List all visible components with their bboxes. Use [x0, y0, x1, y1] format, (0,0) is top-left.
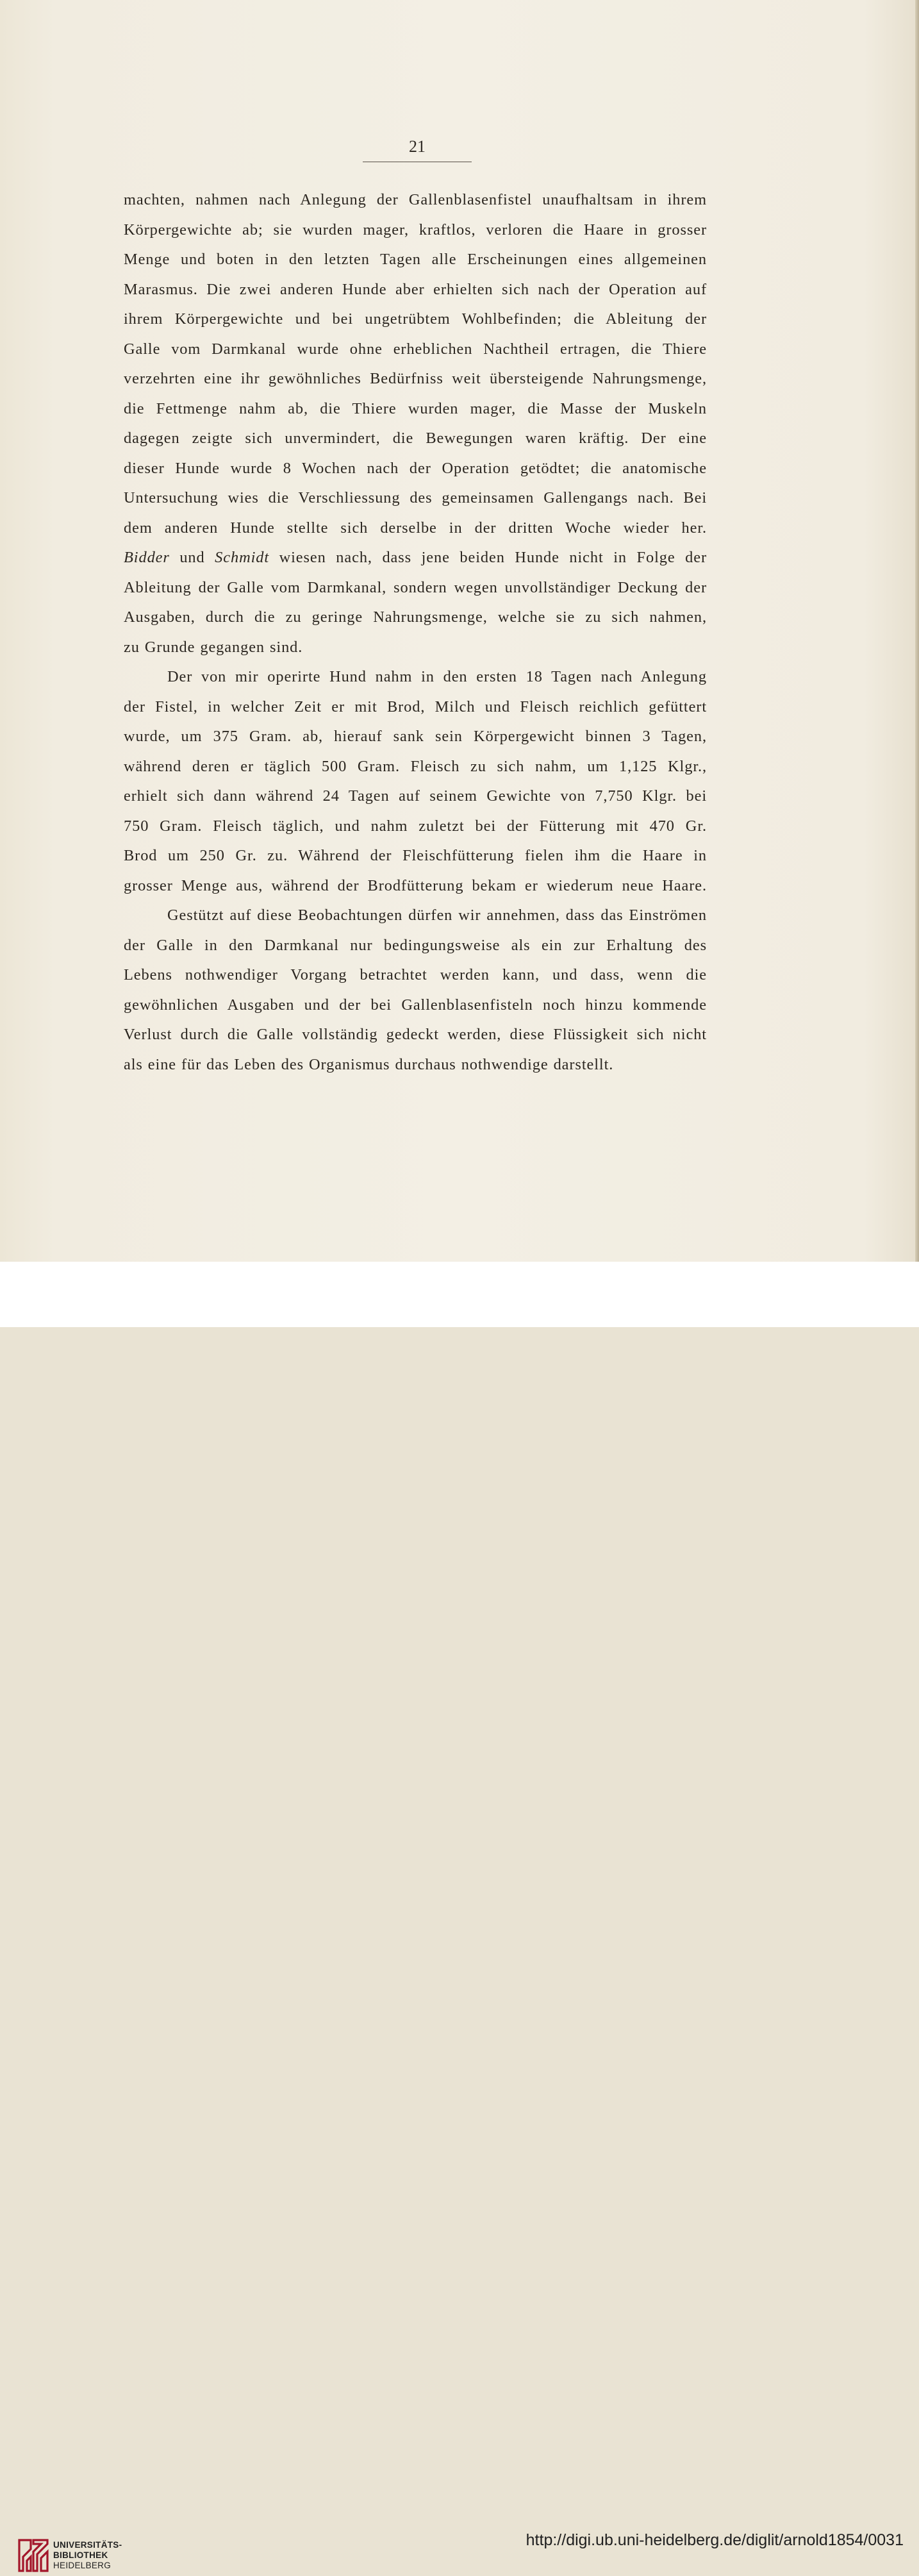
text-segment: Untersuchung wies die Verschliessung des gemeinsamen Gallengangs nach. Bei [124, 489, 707, 506]
text-line [124, 1020, 707, 1050]
page-edge [915, 0, 919, 1262]
text-line [124, 573, 707, 603]
text-line [124, 514, 707, 544]
text-line [124, 305, 707, 335]
text-segment: dagegen zeigte sich unvermindert, die Bewegungen waren kräftig. Der eine [124, 430, 707, 447]
text-line [124, 543, 707, 573]
author-name: Schmidt [215, 549, 270, 566]
text-line [124, 931, 707, 961]
text-segment: und [169, 549, 215, 566]
text-segment: verzehrten eine ihr gewöhnliches Bedürfniss weit übersteigende Nahrungsmenge, [124, 370, 707, 387]
text-segment: machten, nahmen nach Anlegung der Gallenblasenfistel unaufhaltsam in ihrem [124, 191, 707, 208]
text-segment: grosser Menge aus, während der Brodfütterung bekam er wiederum neue Haare. [124, 876, 707, 894]
text-line [124, 364, 707, 394]
text-line [124, 633, 707, 663]
text-line [124, 960, 707, 991]
text-line [124, 335, 707, 365]
text-line [124, 812, 707, 842]
text-segment: Marasmus. Die zwei anderen Hunde aber erhielten sich nach der Operation auf [124, 280, 707, 298]
text-segment: der Fistel, in welcher Zeit er mit Brod, Milch und Fleisch reichlich gefüttert [124, 698, 707, 715]
text-line [124, 424, 707, 454]
text-line [124, 603, 707, 633]
text-segment: Menge und boten in den letzten Tagen alle Erscheinungen eines allgemeinen [124, 251, 707, 268]
page-number: 21 [409, 137, 426, 156]
text-line [124, 901, 707, 931]
text-segment: Galle vom Darmkanal wurde ohne erheblichen Nachtheil ertragen, die Thiere [124, 340, 707, 358]
text-segment: Körpergewichte ab; sie wurden mager, kraftlos, verloren die Haare in grosser [124, 221, 707, 238]
text-line [124, 275, 707, 305]
text-segment: wiesen nach, dass jene beiden Hunde nicht in Folge der [269, 549, 707, 566]
text-segment: der Galle in den Darmkanal nur bedingungsweise als ein zur Erhaltung des [124, 936, 707, 954]
text-line [124, 692, 707, 723]
text-line [124, 991, 707, 1021]
library-logo-text [53, 2540, 122, 2571]
text-line [124, 871, 707, 901]
text-segment: Verlust durch die Galle vollständig gedeckt werden, diese Flüssigkeit sich nicht [124, 1026, 707, 1043]
text-segment: Ausgaben, durch die zu geringe Nahrungsmenge, welche sie zu sich nahmen, [124, 608, 707, 626]
text-segment: wurde, um 375 Gram. ab, hierauf sank sein Körpergewicht binnen 3 Tagen, [124, 728, 707, 745]
logo-line-2: BIBLIOTHEK [53, 2550, 108, 2560]
text-line [124, 722, 707, 752]
author-name: Bidder [124, 549, 170, 566]
text-line [124, 752, 707, 782]
text-segment: erhielt sich dann während 24 Tagen auf seinem Gewichte von 7,750 Klgr. bei [124, 787, 707, 805]
text-segment: 750 Gram. Fleisch täglich, und nahm zuletzt bei der Fütterung mit 470 Gr. [124, 817, 707, 835]
library-logo-icon[interactable] [15, 2535, 51, 2576]
text-line [124, 394, 707, 424]
logo-line-1: UNIVERSITÄTS- [53, 2540, 122, 2550]
text-segment: Ableitung der Galle vom Darmkanal, sondern wegen unvollständiger Deckung der [124, 578, 707, 596]
text-line [124, 782, 707, 812]
text-segment: zu Grunde gegangen sind. [124, 638, 303, 656]
text-segment: gewöhnlichen Ausgaben und der bei Gallenblasenfisteln noch hinzu kommende [124, 996, 707, 1014]
text-segment: dem anderen Hunde stellte sich derselbe in der dritten Woche wieder her. [124, 519, 707, 537]
text-segment: ihrem Körpergewichte und bei ungetrübtem Wohlbefinden; die Ableitung der [124, 310, 707, 328]
text-line [124, 1050, 707, 1080]
text-line [124, 215, 707, 246]
text-segment: Brod um 250 Gr. zu. Während der Fleischfütterung fielen ihm die Haare in [124, 847, 707, 864]
body-text [124, 185, 707, 1080]
text-segment: Lebens nothwendiger Vorgang betrachtet werden kann, und dass, wenn die [124, 966, 707, 983]
text-segment: als eine für das Leben des Organismus durchaus nothwendige darstellt. [124, 1055, 614, 1073]
text-line [124, 454, 707, 484]
footer-bar [0, 1262, 919, 2570]
text-segment: dieser Hunde wurde 8 Wochen nach der Operation getödtet; die anatomische [124, 459, 707, 477]
text-line [124, 662, 707, 692]
text-segment: die Fettmenge nahm ab, die Thiere wurden mager, die Masse der Muskeln [124, 399, 707, 417]
text-segment: Der von mir operirte Hund nahm in den ersten 18 Tagen nach Anlegung [167, 668, 707, 685]
text-line [124, 841, 707, 871]
logo-line-3: HEIDELBERG [53, 2561, 112, 2570]
text-segment: während deren er täglich 500 Gram. Fleisch zu sich nahm, um 1,125 Klgr., [124, 757, 707, 775]
text-line [124, 185, 707, 215]
text-segment: Gestützt auf diese Beobachtungen dürfen wir annehmen, dass das Einströmen [167, 907, 707, 924]
text-line [124, 245, 707, 275]
text-line [124, 483, 707, 514]
permalink-url[interactable]: http://digi.ub.uni-heidelberg.de/diglit/arnold1854/0031 [526, 2531, 904, 2549]
scanned-page [0, 0, 919, 1262]
